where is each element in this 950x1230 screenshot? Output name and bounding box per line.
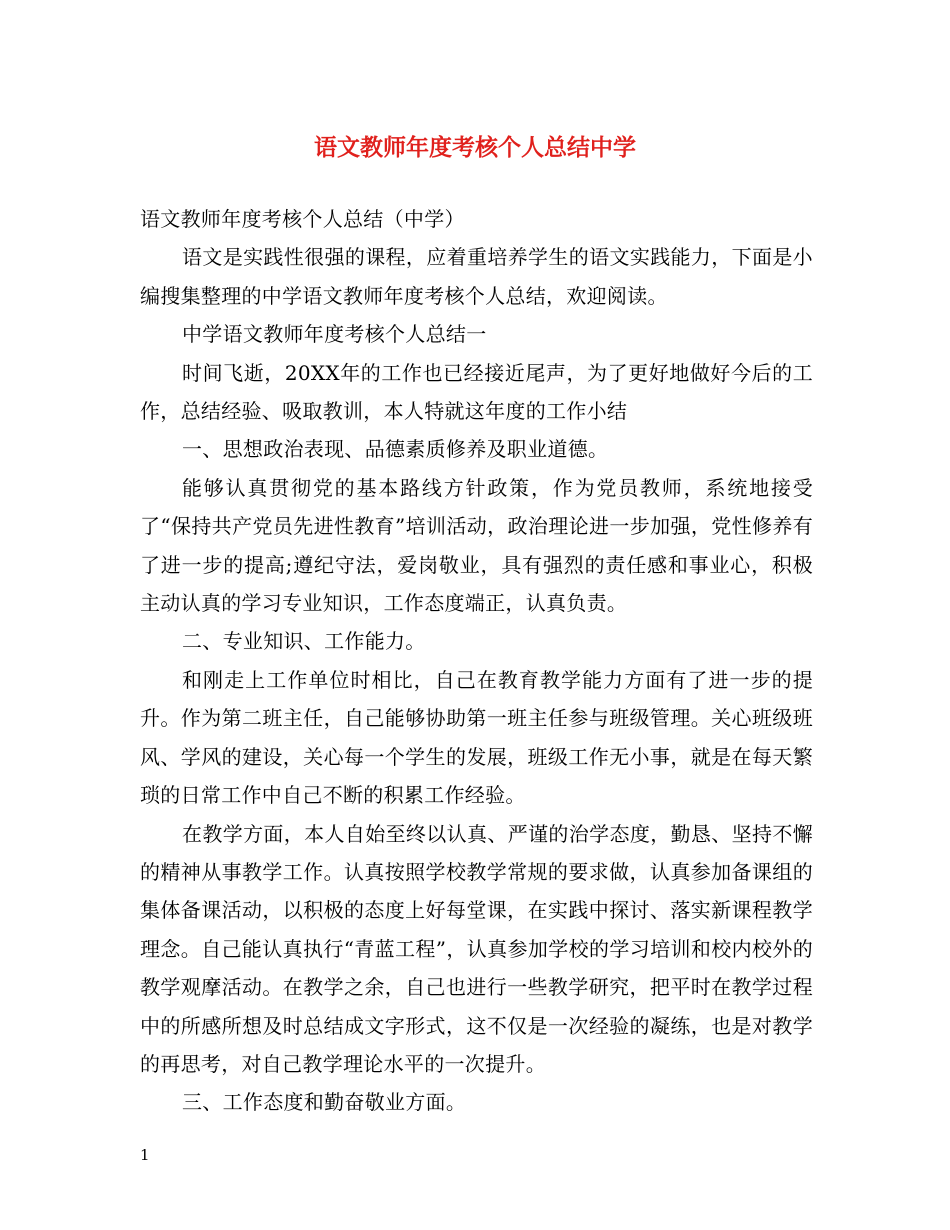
document-title: 语文教师年度考核个人总结中学 [314, 134, 636, 161]
body-paragraph: 能够认真贯彻党的基本路线方针政策，作为党员教师，系统地接受了“保持共产党员先进性教育”培训活动，政治理论进一步加强，党性修养有了进一步的提高;遵纪守法，爱岗敬业，具有强烈的责任感和事业心，积极主动认真的学习专业知识，工作态度端正，认真负责。 [140, 475, 813, 616]
page-number: 1 [140, 1146, 150, 1164]
intro-paragraph: 语文是实践性很强的课程，应着重培养学生的语文实践能力，下面是小编搜集整理的中学语文教师年度考核个人总结，欢迎阅读。 [140, 245, 813, 308]
section-heading: 三、工作态度和勤奋敬业方面。 [182, 1090, 467, 1115]
section-heading: 一、思想政治表现、品德素质修养及职业道德。 [182, 437, 609, 462]
section-heading: 中学语文教师年度考核个人总结一 [182, 322, 487, 347]
document-body [140, 200, 813, 1122]
body-paragraph: 在教学方面，本人自始至终以认真、严谨的治学态度，勤恳、坚持不懈的精神从事教学工作。认真按照学校教学常规的要求做，认真参加备课组的集体备课活动，以积极的态度上好每堂课，在实践中探讨、落实新课程教学理念。自己能认真执行“青蓝工程”，认真参加学校的学习培训和校内校外的教学观摩活动。在教学之余，自己也进行一些教学研究，把平时在教学过程中的所感所想及时总结成文字形式，这不仅是一次经验的凝练，也是对教学的再思考，对自己教学理论水平的一次提升。 [140, 821, 813, 1076]
subtitle-paragraph: 语文教师年度考核个人总结（中学） [140, 207, 465, 231]
body-paragraph: 和刚走上工作单位时相比，自己在教育教学能力方面有了进一步的提升。作为第二班主任，自己能够协助第一班主任参与班级管理。关心班级班风、学风的建设，关心每一个学生的发展，班级工作无小事，就是在每天繁琐的日常工作中自己不断的积累工作经验。 [140, 667, 813, 808]
body-paragraph: 时间飞逝，20XX年的工作也已经接近尾声，为了更好地做好今后的工作，总结经验、吸取教训，本人特就这年度的工作小结 [140, 360, 813, 424]
section-heading: 二、专业知识、工作能力。 [182, 629, 426, 654]
